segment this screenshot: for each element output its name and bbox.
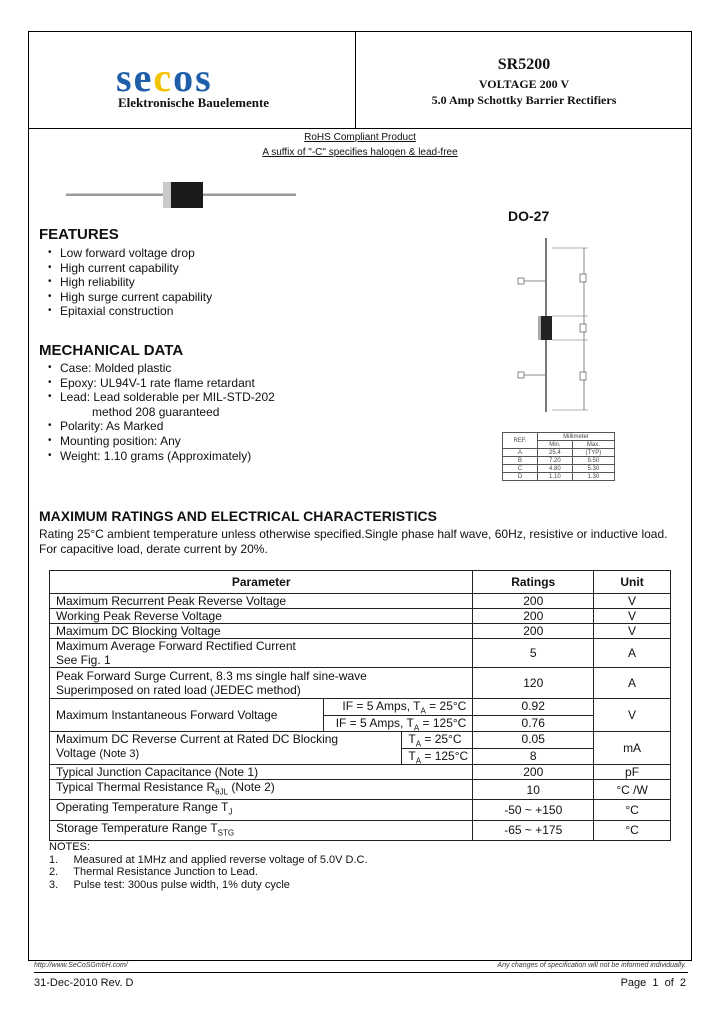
list-item: • High current capability bbox=[48, 261, 212, 276]
package-name: DO-27 bbox=[508, 208, 550, 224]
table-row: Peak Forward Surge Current, 8.3 ms single half sine-wave Superimposed on rated load (JEDEC method) 120 A bbox=[50, 668, 671, 699]
ratings-table bbox=[49, 570, 671, 841]
website-link[interactable]: http://www.SeCoSGmbH.com/ bbox=[34, 962, 128, 969]
table-row: C 4.80 5.30 bbox=[503, 465, 615, 473]
page-number: Page 1 of 2 bbox=[620, 977, 686, 989]
list-item: • High reliability bbox=[48, 275, 212, 290]
header-divider bbox=[28, 128, 692, 129]
note-2: 2. Thermal Resistance Junction to Lead. bbox=[49, 866, 258, 878]
table-row: Operating Temperature Range $T_J$ -50 ~ +150 °C bbox=[50, 800, 671, 820]
note-3: 3. Pulse test: 300us pulse width, 1% duty cycle bbox=[49, 878, 290, 891]
table-row: Maximum Average Forward Rectified Current See Fig. 1 5 A bbox=[50, 639, 671, 668]
part-number: SR5200 bbox=[497, 56, 551, 73]
table-row: Maximum Recurrent Peak Reverse Voltage 200 V bbox=[50, 594, 671, 609]
notes-title: NOTES: bbox=[49, 841, 90, 853]
dim-max-header: Max. bbox=[572, 441, 614, 449]
notes bbox=[49, 841, 368, 891]
ratings-intro: Rating 25°C ambient temperature unless otherwise specified.Single phase half wave, 60Hz, resistive or inductive load. For capacitive load, derate current by 20%. bbox=[39, 527, 668, 556]
list-item: • Lead: Lead solderable per MIL-STD-202 bbox=[48, 390, 275, 405]
list-item: method 208 guaranteed bbox=[92, 404, 220, 419]
product-description: 5.0 Amp Schottky Barrier Rectifiers bbox=[431, 93, 617, 107]
footer-divider bbox=[34, 972, 688, 973]
list-item: • Low forward voltage drop bbox=[48, 246, 212, 261]
voltage-rating: VOLTAGE 200 V bbox=[478, 77, 570, 91]
features-list bbox=[48, 246, 212, 319]
dim-min-header: Min. bbox=[538, 441, 573, 449]
dim-unit-header: Millimeter bbox=[538, 433, 615, 441]
list-item: • Weight: 1.10 grams (Approximately) bbox=[48, 449, 275, 464]
table-row: Maximum DC Blocking Voltage 200 V bbox=[50, 624, 671, 639]
table-row: Maximum Instantaneous Forward Voltage IF = 5 Amps, $T_A = 25^\circ C$ IF = 5 Amps, $T_A = 125^\circ C$ 0.92 0.76 V bbox=[50, 699, 671, 732]
mechanical-title: MECHANICAL DATA bbox=[39, 342, 184, 359]
features-title: FEATURES bbox=[39, 226, 119, 243]
dim-ref-header: REF. bbox=[503, 433, 538, 449]
list-item: • Epitaxial construction bbox=[48, 304, 212, 319]
ratings-title: MAXIMUM RATINGS AND ELECTRICAL CHARACTERISTICS bbox=[39, 508, 437, 524]
table-row: A 25.4 (TYP) bbox=[503, 449, 615, 457]
company-subtitle: Elektronische Bauelemente bbox=[118, 95, 270, 110]
table-row: Storage Temperature Range $T_{STG}$ -65 ~ +175 °C bbox=[50, 820, 671, 840]
table-row: Typical Junction Capacitance (Note 1) 200 pF bbox=[50, 765, 671, 780]
list-item: • Epoxy: UL94V-1 rate flame retardant bbox=[48, 376, 275, 391]
rohs-line-1: RoHS Compliant Product bbox=[304, 132, 416, 143]
list-item: • Polarity: As Marked bbox=[48, 419, 275, 434]
package-outline-drawing bbox=[510, 238, 600, 418]
company-logo: secos bbox=[116, 55, 213, 100]
table-row: Working Peak Reverse Voltage 200 V bbox=[50, 609, 671, 624]
list-item: • Case: Molded plastic bbox=[48, 361, 275, 376]
list-item: • High surge current capability bbox=[48, 290, 212, 305]
spec-notice: Any changes of specification will not be informed individually. bbox=[497, 962, 686, 969]
list-item: • Mounting position: Any bbox=[48, 434, 275, 449]
table-header-row: Parameter Ratings Unit bbox=[50, 571, 671, 594]
note-1: 1. Measured at 1MHz and applied reverse voltage of 5.0V D.C. bbox=[49, 853, 368, 866]
table-row: B 7.20 9.50 bbox=[503, 457, 615, 465]
table-row: D 1.10 1.30 bbox=[503, 473, 615, 481]
dimension-table bbox=[502, 432, 615, 481]
mechanical-list bbox=[48, 361, 275, 463]
diode-image bbox=[66, 180, 296, 210]
rohs-line-2: A suffix of "-C" specifies halogen & lead-free bbox=[262, 147, 458, 158]
table-row: Typical Thermal Resistance $R_{\theta JL}$ (Note 2) 10 °C /W bbox=[50, 780, 671, 800]
table-row: Maximum DC Reverse Current at Rated DC Blocking Voltage (Note 3) $T_A = 25^\circ C$ $T_A = 125^\circ C$ 0.05 8 mA bbox=[50, 732, 671, 765]
revision-date: 31-Dec-2010 Rev. D bbox=[34, 977, 134, 989]
